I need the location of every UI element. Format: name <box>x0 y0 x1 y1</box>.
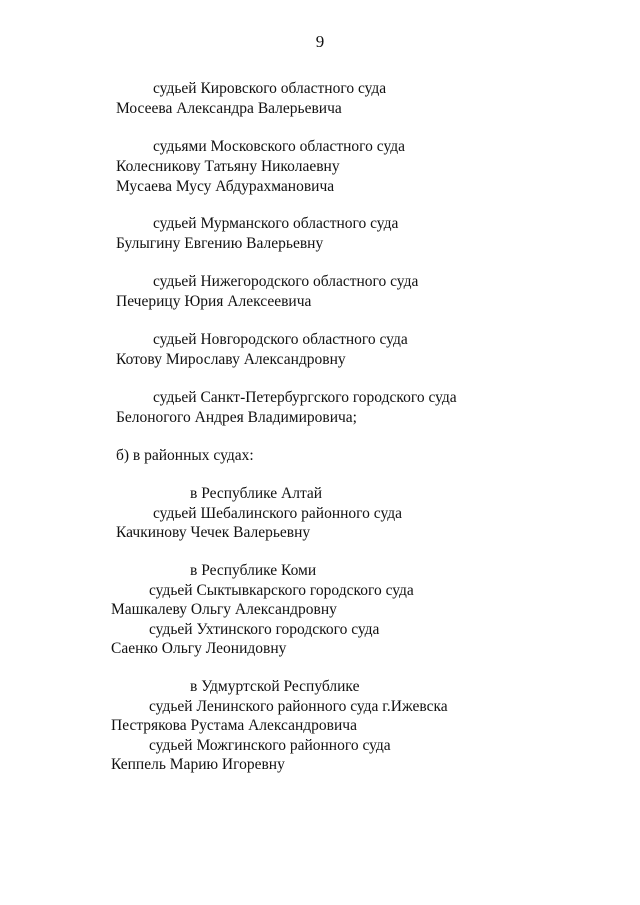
appointee-name: Булыгину Евгению Валерьевну <box>116 235 324 252</box>
appointee-name: Колесникову Татьяну Николаевну <box>116 158 340 175</box>
appointee-name: Качкинову Чечек Валерьевну <box>116 524 311 541</box>
court-position: судьей Шебалинского районного суда <box>153 505 402 522</box>
section-heading: б) в районных судах: <box>116 447 254 464</box>
court-position: судьей Новгородского областного суда <box>153 331 408 348</box>
court-position: судьями Московского областного суда <box>153 138 405 155</box>
court-position: судьей Санкт-Петербургского городского суда <box>153 389 457 406</box>
court-position: судьей Сыктывкарского городского суда <box>149 582 414 599</box>
appointee-name: Мусаева Мусу Абдурахмановича <box>116 178 335 195</box>
page-number: 9 <box>315 32 325 51</box>
appointee-name: Котову Мирославу Александровну <box>116 351 346 368</box>
region-heading: в Республике Алтай <box>190 485 323 502</box>
appointee-name: Печерицу Юрия Алексеевича <box>116 293 312 310</box>
court-position: судьей Нижегородского областного суда <box>153 273 419 290</box>
court-position: судьей Ухтинского городского суда <box>149 621 380 638</box>
region-heading: в Республике Коми <box>190 562 317 579</box>
appointee-name: Пестрякова Рустама Александровича <box>111 717 357 734</box>
court-position: судьей Мурманского областного суда <box>153 215 399 232</box>
appointee-name: Белоногого Андрея Владимировича; <box>116 409 357 426</box>
region-heading: в Удмуртской Республике <box>190 678 360 695</box>
appointee-name: Машкалеву Ольгу Александровну <box>111 601 337 618</box>
court-position: судьей Кировского областного суда <box>153 80 387 97</box>
court-position: судьей Можгинского районного суда <box>149 737 391 754</box>
court-position: судьей Ленинского районного суда г.Ижевска <box>149 698 448 715</box>
appointee-name: Саенко Ольгу Леонидовну <box>111 640 287 657</box>
appointee-name: Кеппель Марию Игоревну <box>111 756 285 773</box>
appointee-name: Мосеева Александра Валерьевича <box>116 100 342 117</box>
